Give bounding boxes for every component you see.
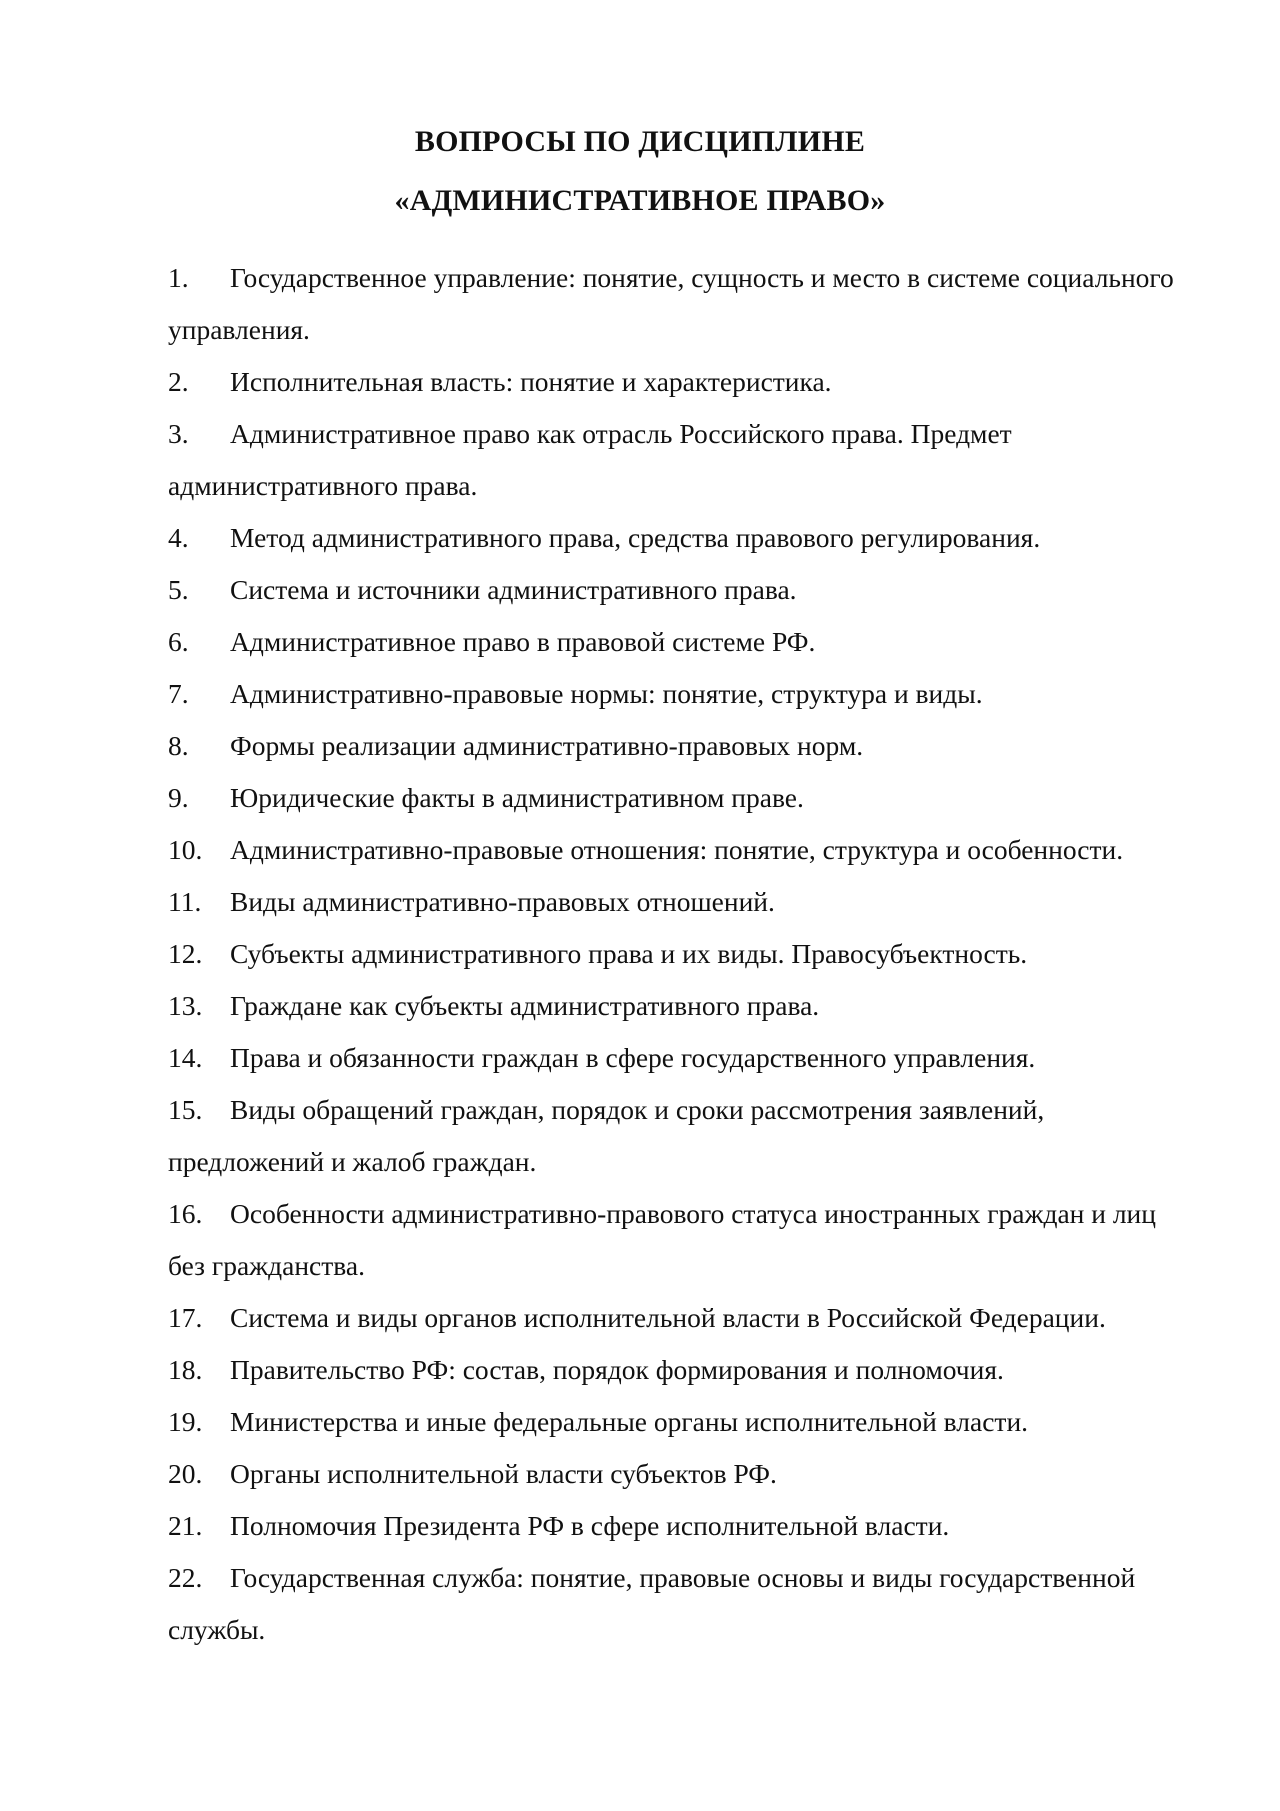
question-number: 7. xyxy=(168,678,189,709)
question-number: 16. xyxy=(168,1198,203,1229)
question-text: Административно-правовые отношения: понятие, структура и особенности. xyxy=(230,834,1124,865)
question-item xyxy=(168,616,1198,668)
question-number: 20. xyxy=(168,1458,203,1489)
question-item xyxy=(168,1344,1198,1396)
question-text: Исполнительная власть: понятие и характеристика. xyxy=(230,366,832,397)
question-item xyxy=(168,1292,1198,1344)
document-title-line-2: «АДМИНИСТРАТИВНОЕ ПРАВО» xyxy=(394,184,886,217)
question-item xyxy=(168,564,1198,616)
question-text: Виды обращений граждан, порядок и сроки рассмотрения заявлений, предложений и жалоб граждан. xyxy=(168,1094,1045,1177)
question-number: 1. xyxy=(168,262,189,293)
question-number: 10. xyxy=(168,834,203,865)
question-item xyxy=(168,1188,1198,1292)
question-item xyxy=(168,980,1198,1032)
question-item xyxy=(168,252,1198,356)
question-item xyxy=(168,668,1198,720)
question-number: 8. xyxy=(168,730,189,761)
question-number: 6. xyxy=(168,626,189,657)
question-item xyxy=(168,512,1198,564)
question-number: 22. xyxy=(168,1562,203,1593)
question-text: Министерства и иные федеральные органы исполнительной власти. xyxy=(230,1406,1029,1437)
question-item xyxy=(168,876,1198,928)
question-number: 2. xyxy=(168,366,189,397)
question-text: Права и обязанности граждан в сфере государственного управления. xyxy=(230,1042,1036,1073)
question-text: Полномочия Президента РФ в сфере исполнительной власти. xyxy=(230,1510,950,1541)
question-number: 18. xyxy=(168,1354,203,1385)
question-text: Система и виды органов исполнительной власти в Российской Федерации. xyxy=(230,1302,1106,1333)
question-text: Государственное управление: понятие, сущность и место в системе социального управления. xyxy=(168,262,1174,345)
question-item xyxy=(168,1084,1198,1188)
question-item xyxy=(168,772,1198,824)
question-number: 3. xyxy=(168,418,189,449)
question-item xyxy=(168,928,1198,980)
question-item xyxy=(168,1396,1198,1448)
question-item xyxy=(168,720,1198,772)
question-item xyxy=(168,356,1198,408)
question-text: Административное право в правовой системе РФ. xyxy=(230,626,816,657)
question-text: Граждане как субъекты административного права. xyxy=(230,990,820,1021)
questions-list xyxy=(168,252,1198,1656)
question-number: 4. xyxy=(168,522,189,553)
question-text: Метод административного права, средства правового регулирования. xyxy=(230,522,1041,553)
question-number: 12. xyxy=(168,938,203,969)
question-number: 21. xyxy=(168,1510,203,1541)
question-number: 14. xyxy=(168,1042,203,1073)
question-item xyxy=(168,824,1198,876)
question-number: 11. xyxy=(168,886,202,917)
question-text: Виды административно-правовых отношений. xyxy=(230,886,775,917)
question-number: 15. xyxy=(168,1094,203,1125)
question-item xyxy=(168,1032,1198,1084)
question-text: Административное право как отрасль Российского права. Предмет административного права. xyxy=(168,418,1012,501)
question-number: 5. xyxy=(168,574,189,605)
question-text: Административно-правовые нормы: понятие, структура и виды. xyxy=(230,678,983,709)
question-text: Формы реализации административно-правовых норм. xyxy=(230,730,864,761)
question-item xyxy=(168,408,1198,512)
question-item xyxy=(168,1500,1198,1552)
question-text: Система и источники административного права. xyxy=(230,574,797,605)
question-number: 19. xyxy=(168,1406,203,1437)
question-text: Государственная служба: понятие, правовые основы и виды государственной службы. xyxy=(168,1562,1136,1645)
question-number: 9. xyxy=(168,782,189,813)
question-text: Субъекты административного права и их виды. Правосубъектность. xyxy=(230,938,1028,969)
question-item xyxy=(168,1448,1198,1500)
question-item xyxy=(168,1552,1198,1656)
question-text: Органы исполнительной власти субъектов РФ. xyxy=(230,1458,777,1489)
question-number: 17. xyxy=(168,1302,203,1333)
question-number: 13. xyxy=(168,990,203,1021)
question-text: Юридические факты в административном праве. xyxy=(230,782,804,813)
question-text: Правительство РФ: состав, порядок формирования и полномочия. xyxy=(230,1354,1004,1385)
question-text: Особенности административно-правового статуса иностранных граждан и лиц без гражданства. xyxy=(168,1198,1156,1281)
document-title-line-1: ВОПРОСЫ ПО ДИСЦИПЛИНЕ xyxy=(414,125,866,158)
